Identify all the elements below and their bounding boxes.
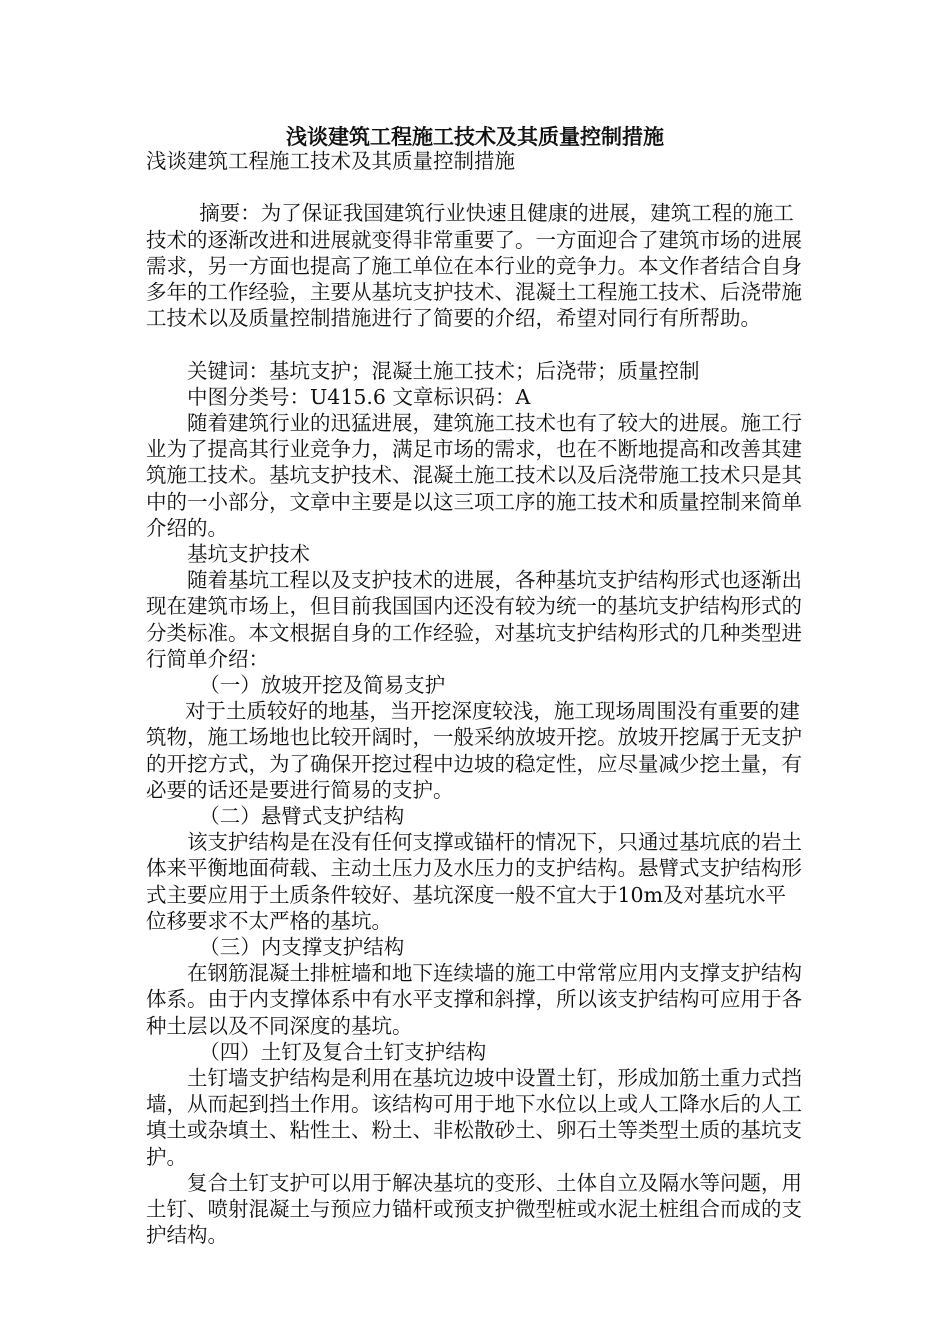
subsection-paragraph: 土钉墙支护结构是利用在基坑边坡中设置土钉，形成加筋土重力式挡墙，从而起到挡土作用。该结构可用于地下水位以上或人工降水后的人工填土或杂填土、粘性土、粉土、非松散砂土、卵石土等类型土质的基坑支护。 (146, 1066, 802, 1169)
subsection-heading: （二）悬臂式支护结构 (199, 804, 405, 829)
subsection-paragraph: 在钢筋混凝土排桩墙和地下连续墙的施工中常常应用内支撑支护结构体系。由于内支撑体系中有水平支撑和斜撑，所以该支护结构可应用于各种土层以及不同深度的基坑。 (146, 961, 802, 1038)
subsection-paragraph: 该支护结构是在没有任何支撑或锚杆的情况下，只通过基坑底的岩土体来平衡地面荷载、主动土压力及水压力的支护结构。悬臂式支护结构形式主要应用于土质条件较好、基坑深度一般不宜大于10m及对基坑水平位移要求不太严格的基坑。 (146, 830, 802, 933)
subsection-heading: （三）内支撑支护结构 (199, 935, 405, 960)
intro-paragraph: 随着建筑行业的迅猛进展，建筑施工技术也有了较大的进展。施工行业为了提高其行业竞争力，满足市场的需求，也在不断地提高和改善其建筑施工技术。基坑支护技术、混凝土施工技术以及后浇带施工技术只是其中的一小部分，文章中主要是以这三项工序的施工技术和质量控制来简单介绍的。 (146, 411, 802, 540)
subsection-heading: （四）土钉及复合土钉支护结构 (199, 1039, 487, 1064)
spacer (146, 174, 806, 200)
keywords-line: 关键词：基坑支护；混凝土施工技术；后浇带；质量控制 (187, 358, 700, 383)
subsection-paragraph: 对于土质较好的地基，当开挖深度较浅，施工现场周围没有重要的建筑物，施工场地也比较开阔时，一般采纳放坡开挖。放坡开挖属于无支护的开挖方式，为了确保开挖过程中边坡的稳定性，应尽量减少挖土量，有必要的话还是要进行简易的支护。 (146, 699, 802, 802)
spacer (146, 331, 806, 357)
classification-line: 中图分类号：U415.6 文章标识码：A (187, 384, 531, 409)
document-title: 浅谈建筑工程施工技术及其质量控制措施 (286, 125, 664, 149)
subsection-heading: （一）放坡开挖及简易支护 (199, 673, 446, 698)
document-body (146, 148, 806, 1249)
section-intro-paragraph: 随着基坑工程以及支护技术的进展，各种基坑支护结构形式也逐渐出现在建筑市场上，但目前我国国内还没有较为统一的基坑支护结构形式的分类标准。本文根据自身的工作经验，对基坑支护结构形式的几种类型进行简单介绍： (146, 568, 802, 671)
subsection-paragraph: 复合土钉支护可以用于解决基坑的变形、土体自立及隔水等问题，用土钉、喷射混凝土与预应力锚杆或预支护微型桩或水泥土桩组合而成的支护结构。 (146, 1170, 802, 1248)
document-subtitle: 浅谈建筑工程施工技术及其质量控制措施 (146, 149, 515, 173)
section-heading: 基坑支护技术 (187, 542, 310, 567)
abstract-paragraph: 摘要：为了保证我国建筑行业快速且健康的进展，建筑工程的施工技术的逐渐改进和进展就变得非常重要了。一方面迎合了建筑市场的进展需求，另一方面也提高了施工单位在本行业的竞争力。本文作者结合自身多年的工作经验，主要从基坑支护技术、混凝土工程施工技术、后浇带施工技术以及质量控制措施进行了简要的介绍，希望对同行有所帮助。 (146, 201, 802, 331)
